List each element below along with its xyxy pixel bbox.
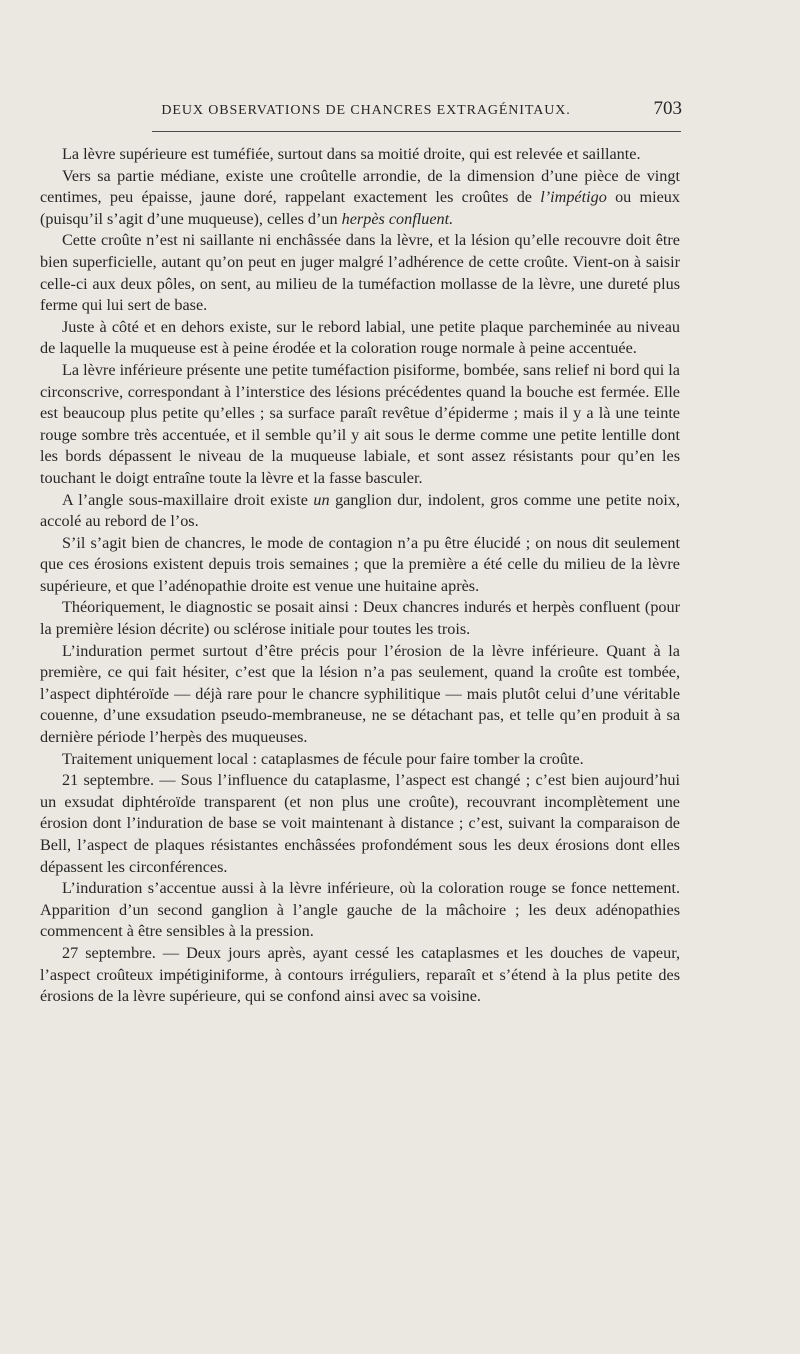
paragraph-3: Cette croûte n’est ni saillante ni enchâssée dans la lèvre, et la lésion qu’elle recouvre doit être bien superficielle, autant qu’on peut en juger malgré l’adhérence de cette croûte. Vient-on à saisir celle-ci aux deux pôles, on sent, au milieu de la tuméfaction mollasse de la lèvre, une dureté plus ferme qui lui sert de base.	[40, 231, 680, 315]
running-head	[0, 98, 800, 125]
paragraph-1: La lèvre supérieure est tuméfiée, surtout dans sa moitié droite, qui est relevée et saillante.	[62, 145, 641, 163]
paragraph-6-text-a: A l’angle sous-maxillaire droit existe	[62, 490, 314, 509]
paragraph-13: 27 septembre. — Deux jours après, ayant cessé les cataplasmes et les douches de vapeur, l’aspect croûteux impétiginiforme, à contours irréguliers, reparaît et s’étend à la plus petite des érosions de la lèvre supérieure, qui se confond ainsi avec sa voisine.	[40, 943, 680, 1006]
herpes-confluent-italic: herpès confluent.	[341, 209, 454, 228]
paragraph-2	[40, 166, 680, 231]
paragraph-4: Juste à côté et en dehors existe, sur le rebord labial, une petite plaque parcheminée au niveau de laquelle la muqueuse est à peine érodée et la coloration rouge normale à peine accentuée.	[40, 317, 680, 358]
paragraph-7: S’il s’agit bien de chancres, le mode de contagion n’a pu être élucidé ; on nous dit seulement que ces érosions existent depuis trois semaines ; que la première a été celle du milieu de la lèvre supérieure, et que l’adénopathie droite est venue une huitaine après.	[40, 533, 680, 595]
paragraph-12: L’induration s’accentue aussi à la lèvre inférieure, où la coloration rouge se fonce nettement. Apparition d’un second ganglion à l’angle gauche de la mâchoire ; les deux adénopathies commencent à être sensibles à la pression.	[40, 879, 680, 941]
paragraph-6	[40, 490, 680, 533]
paragraph-11: 21 septembre. — Sous l’influence du cataplasme, l’aspect est changé ; c’est bien aujourd’hui un exsudat diphtéroïde transparent (et non plus une croûte), recouvrant incomplètement une érosion dont l’induration de base se voit maintenant à distance ; c’est, suivant la comparaison de Bell, l’aspect de plaques résistantes enchâssées profondément sous les deux érosions dont elles dépassent les circonférences.	[40, 771, 680, 876]
header-rule	[152, 131, 681, 132]
paragraph-10: Traitement uniquement local : cataplasmes de fécule pour faire tomber la croûte.	[62, 749, 584, 768]
paragraph-5: La lèvre inférieure présente une petite tuméfaction pisiforme, bombée, sans relief ni bord qui la circonscrive, correspondant à l’interstice des lésions précédentes quand la bouche est fermée. Elle est beaucoup plus petite qu’elles ; sa surface paraît revêtue d’épiderme ; mais il y a là une teinte rouge sombre très accentuée, et il semble qu’il y ait sous le derme comme une petite lentille dont les bords dépassent le niveau de la muqueuse labiale, et sont assez résistants pour qu’en les touchant le doigt entraîne toute la lèvre et la fasse basculer.	[40, 360, 680, 487]
paragraph-6-text-b: ganglion dur, indolent, gros comme une petite noix, accolé au rebord de l’os.	[40, 490, 680, 531]
running-title: DEUX OBSERVATIONS DE CHANCRES EXTRAGÉNITAUX.	[161, 103, 571, 118]
paragraph-9: L’induration permet surtout d’être précis pour l’érosion de la lèvre inférieure. Quant à la première, ce qui fait hésiter, c’est que la lésion n’a pas seulement, quand la croûte est tombée, l’aspect diphtéroïde — déjà rare pour le chancre syphilitique — mais plutôt celui d’une véritable couenne, d’une exsudation pseudo-membraneuse, ne se détachant pas, et telle qu’en produit à sa dernière période l’herpès des muqueuses.	[40, 641, 680, 747]
paragraph-8: Théoriquement, le diagnostic se posait ainsi : Deux chancres indurés et herpès confluent (pour la première lésion décrite) ou sclérose initiale pour toutes les trois.	[40, 598, 680, 639]
paragraph-2-text-b: ou mieux (puisqu’il s’agit d’une muqueuse), celles d’un	[40, 188, 680, 228]
paragraph-2-text-a: Vers sa partie médiane, existe une croûtelle arrondie, de la dimension d’une pièce de vingt centimes, peu épaisse, jaune doré, rappelant exactement les croûtes de	[40, 166, 680, 207]
un-italic: un	[313, 490, 330, 509]
body-text	[40, 144, 680, 1008]
impetigo-italic: l’impétigo	[540, 188, 607, 207]
page-number: 703	[653, 98, 682, 119]
